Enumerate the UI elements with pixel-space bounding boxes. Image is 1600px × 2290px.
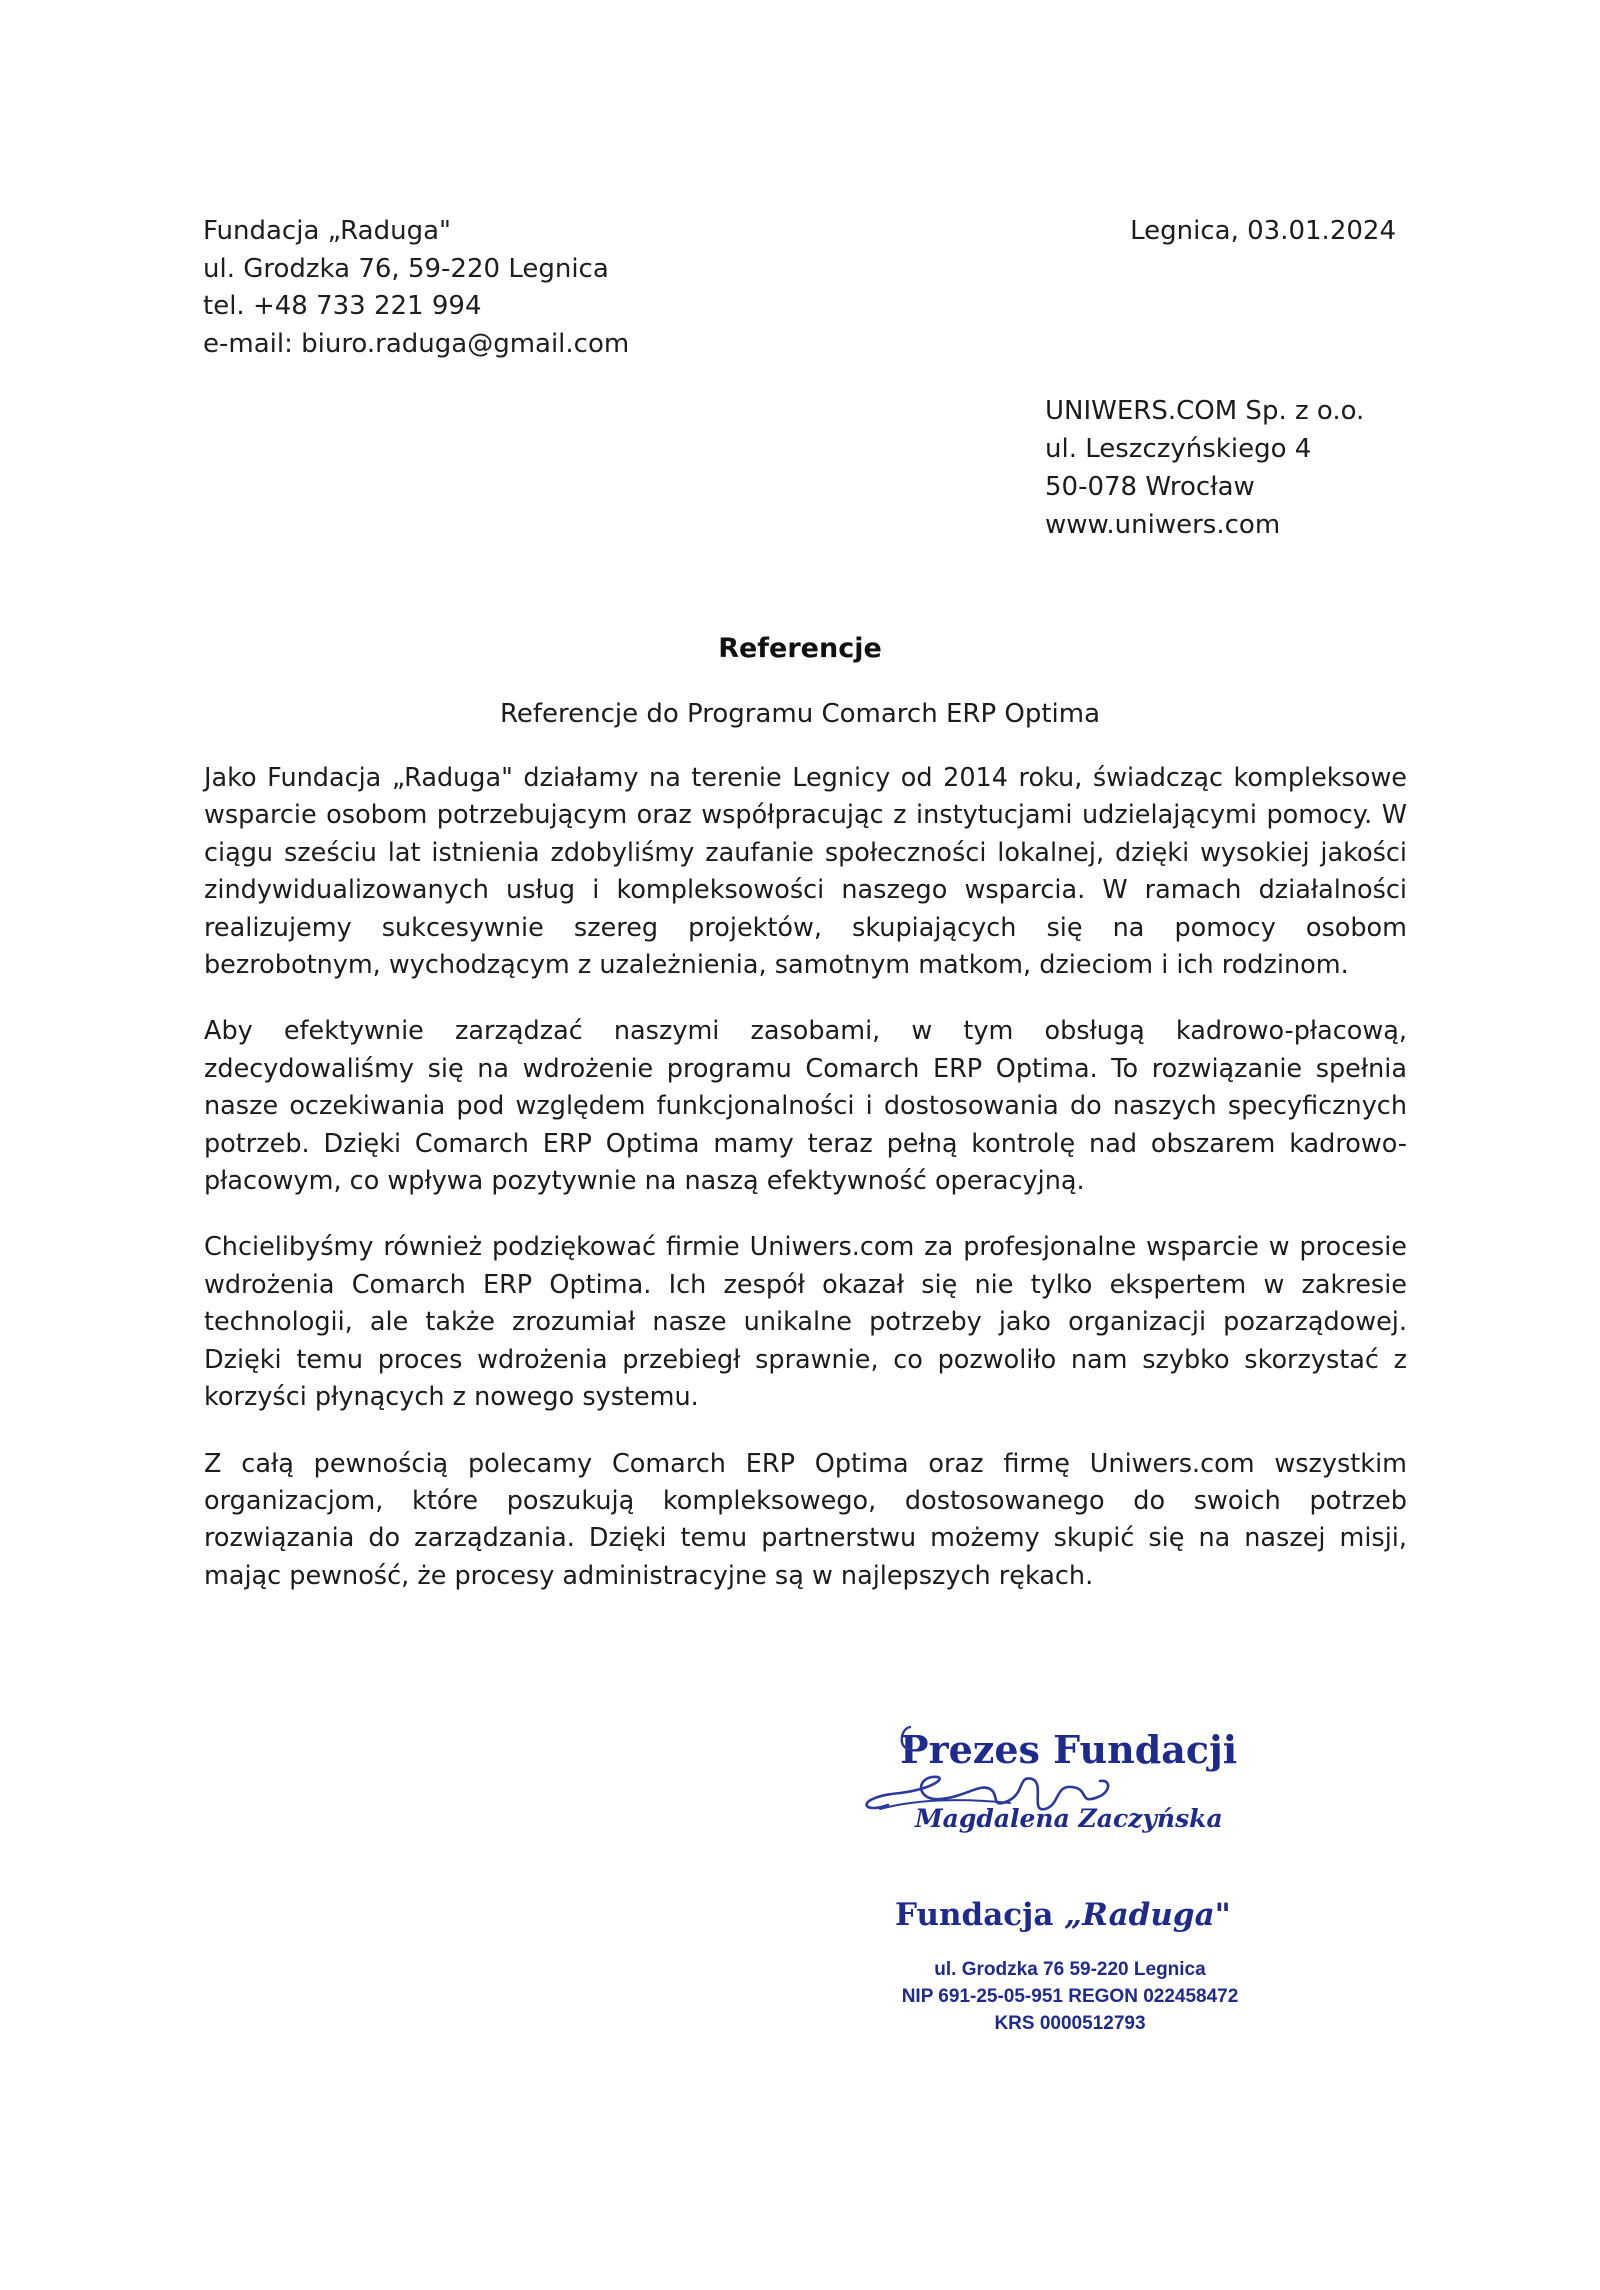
stamp-ids: NIP 691-25-05-951 REGON 022458472 <box>901 1986 1239 2007</box>
signature-stamp <box>840 1705 1240 1865</box>
sender-name: Fundacja „Raduga" <box>203 216 451 246</box>
body-paragraph-1: Jako Fundacja „Raduga" działamy na terenie Legnicy od 2014 roku, świadcząc kompleksowe wsparcie osobom potrzebującym oraz współpracując z instytucjami udzielającymi pomocy. W ciągu sześciu lat istnienia zdobyliśmy zaufanie społeczności lokalnej, dzięki wysokiej jakości zindywidualizowanych usług i kompleksowości naszego wsparcia. W ramach działalności realizujemy sukcesywnie szereg projektów, skupiających się na pomocy osobom bezrobotnym, wychodzącym z uzależnienia, samotnym matkom, dzieciom i ich rodzinom. <box>204 763 1407 981</box>
body-paragraph-3: Chcielibyśmy również podziękować firmie Uniwers.com za profesjonalne wsparcie w procesie wdrożenia Comarch ERP Optima. Ich zespół okazał się nie tylko ekspertem w zakresie technologii, ale także zrozumiał nasze unikalne potrzeby jako organizacji pozarządowej. Dzięki temu proces wdrożenia przebiegł sprawnie, co pozwoliło nam szybko skorzystać z korzyści płynących z nowego systemu. <box>204 1232 1407 1413</box>
stamp-org-prefix: Fundacja <box>895 1897 1054 1933</box>
stamp-details <box>860 1956 1280 2037</box>
place-and-date: Legnica, 03.01.2024 <box>1130 216 1396 246</box>
sender-phone: tel. +48 733 221 994 <box>203 291 482 321</box>
letter-body <box>204 760 1407 1624</box>
sender-address: ul. Grodzka 76, 59-220 Legnica <box>203 253 609 284</box>
recipient-website: www.uniwers.com <box>1045 510 1281 540</box>
signature-role: Prezes Fundacji <box>900 1727 1238 1772</box>
recipient-street: ul. Leszczyńskiego 4 <box>1045 434 1312 464</box>
recipient-company: UNIWERS.COM Sp. z o.o. <box>1045 396 1365 426</box>
recipient-city: 50-078 Wrocław <box>1045 472 1255 502</box>
signature-graphic <box>840 1705 1240 1865</box>
sender-block <box>203 213 629 363</box>
sender-email: e-mail: biuro.raduga@gmail.com <box>203 328 630 359</box>
stamp-address: ul. Grodzka 76 59-220 Legnica <box>934 1959 1206 1980</box>
stamp-krs: KRS 0000512793 <box>994 2013 1146 2034</box>
body-paragraph-2: Aby efektywnie zarządzać naszymi zasobami, w tym obsługą kadrowo-płacową, zdecydowaliśmy się na wdrożenie programu Comarch ERP Optima. To rozwiązanie spełnia nasze oczekiwania pod względem funkcjonalności i dostosowania do naszych specyficznych potrzeb. Dzięki Comarch ERP Optima mamy teraz pełną kontrolę nad obszarem kadrowo-płacowym, co wpływa pozytywnie na naszą efektywność operacyjną. <box>204 1016 1407 1197</box>
stamp-org-name: „Raduga" <box>1064 1897 1231 1933</box>
recipient-block <box>1045 392 1364 544</box>
signature-name: Magdalena Zaczyńska <box>915 1804 1223 1833</box>
document-subtitle: Referencje do Programu Comarch ERP Optima <box>499 699 1101 729</box>
document-title: Referencje <box>718 633 882 664</box>
body-paragraph-4: Z całą pewnością polecamy Comarch ERP Optima oraz firmę Uniwers.com wszystkim organizacjom, które poszukują kompleksowego, dostosowanego do swoich potrzeb rozwiązania do zarządzania. Dzięki temu partnerstwu możemy skupić się na naszej misji, mając pewność, że procesy administracyjne są w najlepszych rękach. <box>204 1448 1407 1591</box>
stamp-organization <box>895 1897 1265 1933</box>
